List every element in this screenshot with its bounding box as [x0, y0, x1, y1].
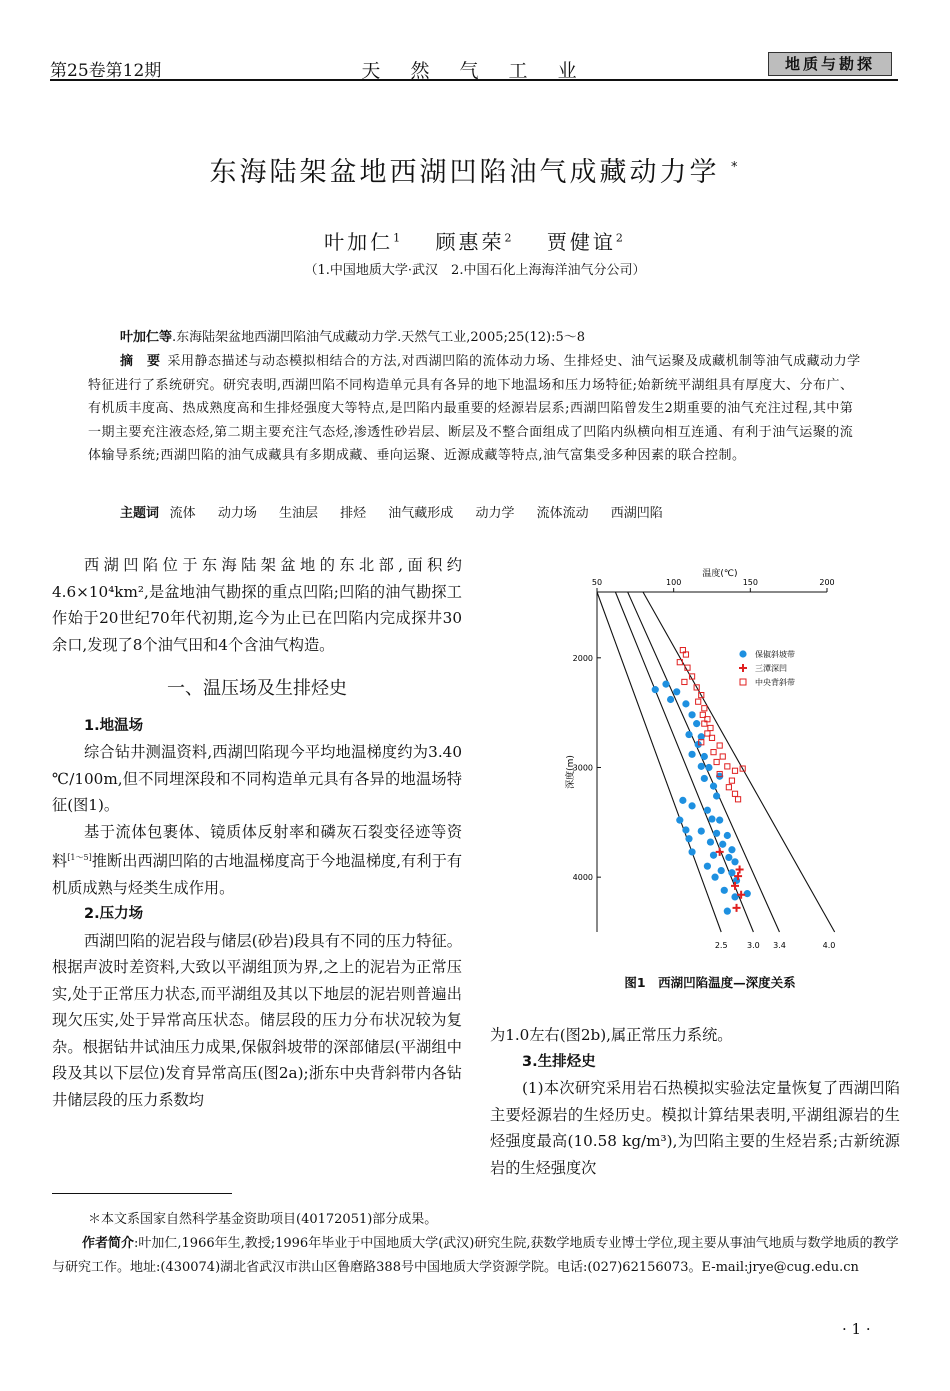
keyword: 西湖凹陷 — [610, 506, 663, 521]
data-point-dot — [688, 711, 695, 718]
section-badge: 地质与勘探 — [768, 52, 892, 76]
data-point-square — [732, 791, 737, 796]
legend-square-icon — [740, 679, 746, 685]
author-affiliation-mark: 2 — [504, 231, 515, 245]
gradient-line — [628, 592, 780, 932]
gradient-label: 3.4 — [773, 941, 786, 950]
data-point-dot — [688, 848, 695, 855]
data-point-square — [708, 725, 713, 730]
data-point-dot — [673, 688, 680, 695]
keyword: 动力学 — [475, 506, 515, 521]
data-point-dot — [708, 815, 715, 822]
section-heading: 一、温压场及生排烃史 — [167, 678, 347, 699]
data-point-dot — [698, 763, 705, 770]
x-tick-label: 50 — [591, 578, 603, 587]
author-list — [0, 226, 950, 255]
journal-issue: 第25卷第12期 — [50, 61, 162, 81]
left-column — [52, 552, 462, 1113]
data-point-square — [682, 679, 687, 684]
data-point-dot — [679, 797, 686, 804]
keyword: 生油层 — [278, 506, 318, 521]
header-rule — [50, 79, 898, 81]
author-affiliation-mark: 1 — [393, 231, 404, 245]
gradient-label: 2.5 — [714, 941, 728, 950]
data-point-dot — [724, 832, 731, 839]
figure-1-chart — [555, 560, 875, 960]
author-bio — [52, 1232, 900, 1280]
keywords — [120, 502, 681, 521]
data-point-square — [720, 754, 725, 759]
data-point-dot — [705, 764, 712, 771]
y-tick-label: 4000 — [572, 873, 593, 883]
paragraph-text: 推断出西湖凹陷的古地温梯度高于今地温梯度,有利于有机质成熟与烃类生成作用。 — [52, 852, 463, 897]
data-point-dot — [652, 686, 659, 693]
keyword: 流体流动 — [536, 506, 589, 521]
data-point-dot — [707, 838, 714, 845]
paragraph: (1)本次研究采用岩石热模拟实验法定量恢复了西湖凹陷主要烃源岩的生烃历史。模拟计算结果表明,平湖组源岩的生烃强度最高(10.58 kg/m³),为凹陷主要的生烃岩系;古新统源岩的生烃强度次 — [490, 1079, 900, 1177]
bio-label: 作者简介 — [82, 1236, 135, 1251]
data-point-dot — [725, 854, 732, 861]
legend-label: 三潭深凹 — [755, 664, 787, 673]
data-point-dot — [685, 835, 692, 842]
data-point-dot — [688, 751, 695, 758]
abstract-text: 采用静态描述与动态模拟相结合的方法,对西湖凹陷的流体动力场、生排烃史、油气运聚及成藏机制等油气成藏动力学特征进行了系统研究。研究表明,西湖凹陷不同构造单元具有各异的地下地温场和压力场特征;始新统平湖组具有厚度大、分布广、有机质丰度高、热成熟度高和生排烃强度大等特点,是凹陷内最重要的烃源岩层系;西湖凹陷曾发生2期重要的油气充注过程,其中第一期主要充注液态烃,第二期主要充注气态烃,渗透性砂岩层、断层及不整合面组成了凹陷内纵横向相互连通、有利于油气运聚的流体输导系统;西湖凹陷的油气成藏具有多期成藏、垂向运聚、近源成藏等特点,油气富集受多种因素的联合控制。 — [88, 354, 861, 463]
figure-caption: 图1 西湖凹陷温度—深度关系 — [624, 975, 796, 990]
gradient-lines — [597, 592, 835, 950]
data-point-dot — [710, 783, 717, 790]
gradient-label: 3.0 — [747, 941, 760, 950]
data-point-dot — [688, 802, 695, 809]
subsection-heading: 1.地温场 — [84, 717, 144, 734]
x-tick-label: 200 — [819, 578, 835, 587]
gradient-label: 4.0 — [822, 941, 836, 950]
data-point-square — [735, 797, 740, 802]
reference-mark: [1～5] — [67, 853, 92, 862]
data-point-dot — [693, 720, 700, 727]
data-point-dot — [718, 867, 725, 874]
data-point-square — [729, 778, 734, 783]
data-point-dot — [713, 792, 720, 799]
citation-authors: 叶加仁等 — [120, 330, 173, 345]
data-point-square — [717, 743, 722, 748]
y-tick-label: 2000 — [572, 653, 593, 663]
author-affiliation-mark: 2 — [615, 231, 626, 245]
data-point-dot — [728, 846, 735, 853]
author-name: 顾惠荣 — [435, 230, 505, 254]
data-point-dot — [701, 775, 708, 782]
author-name: 叶加仁 — [324, 230, 394, 254]
data-point-dot — [719, 841, 726, 848]
legend-label: 保俶斜坡带 — [755, 650, 795, 659]
data-point-square — [702, 706, 707, 711]
subsection-heading: 3.生排烃史 — [522, 1053, 596, 1070]
data-point-dot — [731, 858, 738, 865]
data-point-square — [726, 785, 731, 790]
footnote-rule — [52, 1193, 232, 1194]
subsection-heading: 2.压力场 — [84, 906, 144, 923]
data-point-cross — [733, 904, 741, 912]
legend-cross-icon — [739, 664, 747, 672]
intro-paragraph: 西湖凹陷位于东海陆架盆地的东北部,面积约4.6×10⁴km²,是盆地油气勘探的重点凹陷;凹陷的油气勘探工作始于20世纪70年代初期,迄今为止已在凹陷内完成探井30余口,发现了8个油气田和4个含油气构造。 — [52, 556, 462, 654]
title-mark: * — [731, 160, 741, 175]
x-axis-title: 温度(℃) — [702, 569, 738, 579]
data-point-dot — [724, 908, 731, 915]
data-point-dot — [698, 827, 705, 834]
data-point-dot — [711, 874, 718, 881]
page-number: · 1 · — [842, 1320, 871, 1338]
data-point-dot — [682, 700, 689, 707]
y-tick-label: 3000 — [572, 763, 593, 773]
gradient-line — [615, 592, 753, 932]
data-point-square — [714, 759, 719, 764]
bio-text: :叶加仁,1966年生,教授;1996年毕业于中国地质大学(武汉)研究生院,获数学地质专业博士学位,现主要从事油气地质与数学地质的教学与研究工作。地址:(430074)湖北省武汉市洪山区鲁磨路388号中国地质大学资源学院。电话:(027)62156073。E-mail:jrye@cug.edu.cn — [52, 1236, 899, 1275]
data-point-dot — [744, 890, 751, 897]
keyword: 动力场 — [217, 506, 257, 521]
right-column — [490, 1022, 900, 1181]
chart-legend — [739, 649, 795, 687]
data-point-dot — [704, 863, 711, 870]
affiliations: （1.中国地质大学·武汉 2.中国石化上海海洋油气分公司） — [304, 263, 646, 278]
data-point-dot — [676, 817, 683, 824]
gradient-line — [597, 592, 721, 932]
abstract — [88, 350, 866, 468]
citation — [120, 326, 585, 345]
legend-label: 中央背斜带 — [755, 678, 795, 687]
data-point-dot — [685, 731, 692, 738]
article-title — [0, 150, 950, 189]
data-point-dot — [704, 807, 711, 814]
data-point-dot — [713, 830, 720, 837]
legend-dot-icon — [739, 650, 746, 657]
citation-detail: .东海陆架盆地西湖凹陷油气成藏动力学.天然气工业,2005;25(12):5～8 — [172, 330, 586, 345]
data-point-dot — [667, 696, 674, 703]
abstract-label: 摘 要 — [120, 354, 161, 369]
data-point-dot — [682, 826, 689, 833]
author-name: 贾健谊 — [546, 230, 616, 254]
x-tick-label: 150 — [742, 578, 758, 587]
keyword: 排烃 — [340, 506, 367, 521]
data-point-square — [696, 699, 701, 704]
data-point-square — [711, 750, 716, 755]
data-point-cross — [736, 865, 744, 873]
keyword: 油气藏形成 — [388, 506, 454, 521]
data-point-square — [732, 768, 737, 773]
title-text: 东海陆架盆地西湖凹陷油气成藏动力学 — [209, 157, 720, 188]
paragraph: 综合钻井测温资料,西湖凹陷现今平均地温梯度约为3.40 ℃/100m,但不同埋深段和不同构造单元具有各异的地温场特征(图1)。 — [52, 743, 462, 814]
data-point-dot — [721, 887, 728, 894]
data-point-dot — [716, 817, 723, 824]
data-point-square — [725, 764, 730, 769]
journal-name: 天 然 气 工 业 — [361, 60, 589, 82]
paragraph: 为1.0左右(图2b),属正常压力系统。 — [490, 1026, 733, 1044]
paragraph-text: 基于流体包裹体、镜质体反射率和磷灰石裂变径迹等资料 — [52, 822, 462, 871]
paragraph: 西湖凹陷的泥岩段与储层(砂岩)段具有不同的压力特征。根据声波时差资料,大致以平湖组顶为界,之上的泥岩为正常压实,处于正常压力状态,而平湖组及其以下地层的泥岩则普遍出现欠压实,处于异常高压状态。储层段的压力分布状况较为复杂。根据钻井试油压力成果,保俶斜坡带的深部储层(平湖组中段及其以下层位)发育异常高压(图2a);浙东中央背斜带内各钻井储层段的压力系数均 — [52, 931, 462, 1109]
keyword: 流体 — [169, 506, 196, 521]
y-axis-title: 深度(m) — [566, 755, 576, 789]
data-point-dot — [701, 753, 708, 760]
x-tick-label: 100 — [666, 578, 682, 587]
funding-note: ＊本文系国家自然科学基金资助项目(40172051)部分成果。 — [88, 1212, 438, 1227]
data-point-dot — [662, 681, 669, 688]
keywords-label: 主题词 — [120, 506, 160, 521]
paragraph — [52, 819, 462, 902]
